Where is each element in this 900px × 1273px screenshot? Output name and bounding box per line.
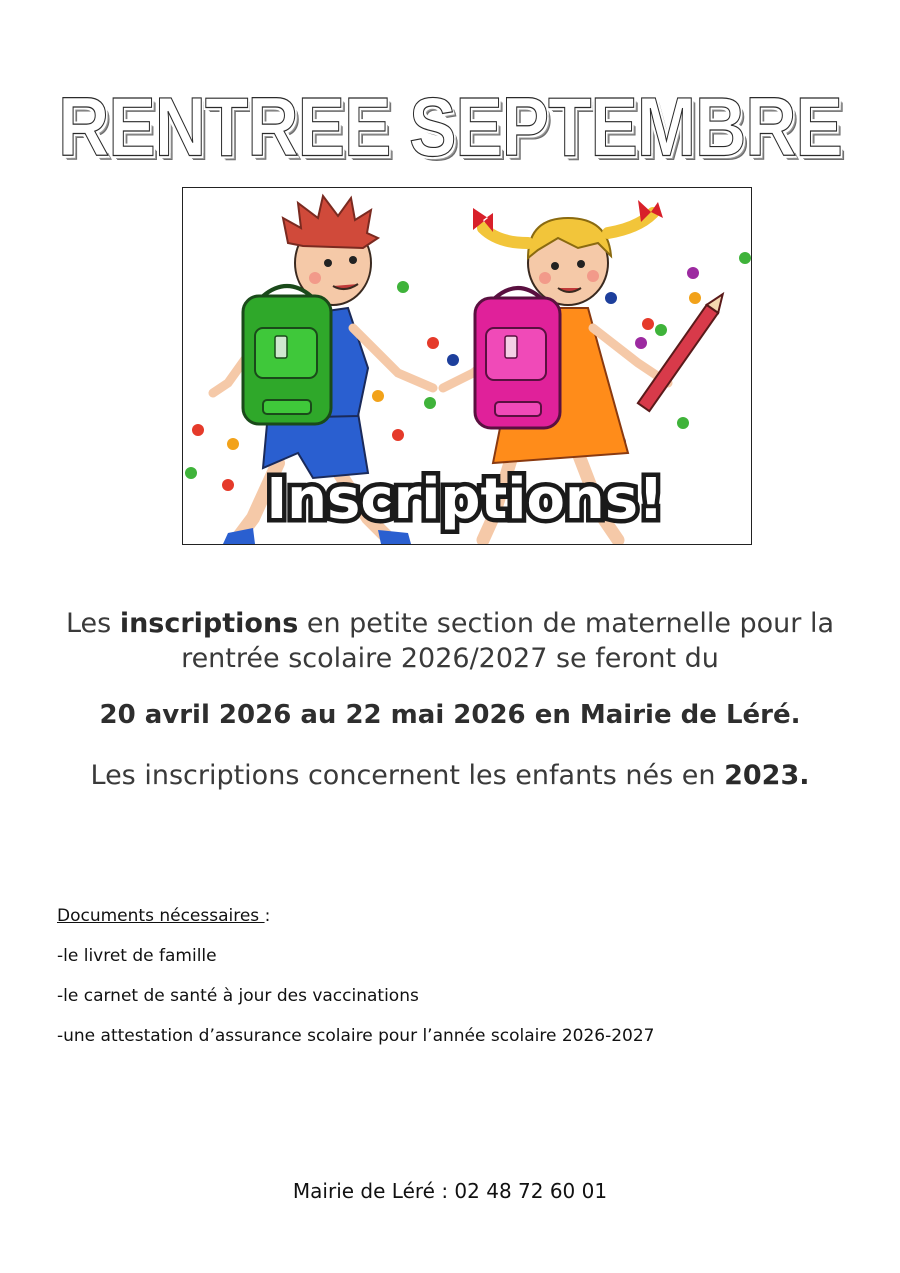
list-item: -une attestation d’assurance scolaire pour l’année scolaire 2026-2027 xyxy=(57,1026,655,1046)
intro-paragraph xyxy=(40,606,860,676)
documents-heading-label: Documents nécessaires xyxy=(57,906,265,926)
registration-dates: 20 avril 2026 au 22 mai 2026 en Mairie de Léré. xyxy=(99,700,801,730)
eligibility-line xyxy=(40,760,860,791)
documents-list xyxy=(57,905,654,1065)
inscriptions-illustration xyxy=(182,187,752,545)
documents-heading xyxy=(57,905,654,945)
children-backpacks-drawing xyxy=(183,188,751,544)
list-item: -le livret de famille xyxy=(57,946,217,966)
eligibility-text: Les inscriptions concernent les enfants nés en xyxy=(90,760,725,791)
page-title: RENTREE SEPTEMBRE xyxy=(0,80,900,271)
intro-bold-word: inscriptions xyxy=(119,608,299,639)
eligibility-year: 2023. xyxy=(724,760,810,791)
intro-prefix: Les xyxy=(65,608,120,639)
documents-heading-colon: : xyxy=(264,906,271,926)
list-item: -le carnet de santé à jour des vaccinations xyxy=(57,986,419,1006)
intro-line1-suffix: en petite section de maternelle pour la xyxy=(298,608,835,639)
inscriptions-caption: Inscriptions! xyxy=(266,467,664,532)
contact-phone: Mairie de Léré : 02 48 72 60 01 xyxy=(292,1179,608,1203)
intro-line2: rentrée scolaire 2026/2027 se feront du xyxy=(181,643,719,674)
